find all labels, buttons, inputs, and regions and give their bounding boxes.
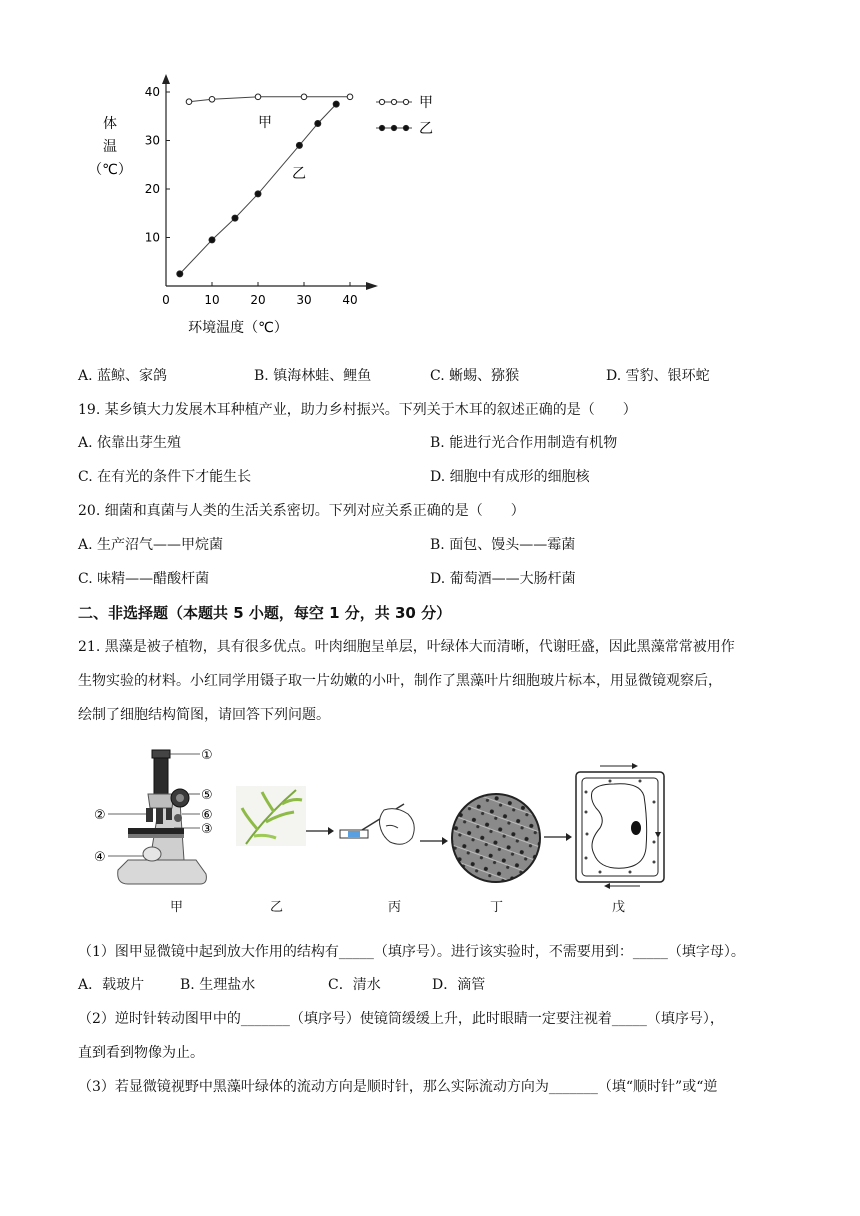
- q19-option-d: D. 细胞中有成形的细胞核: [430, 469, 590, 485]
- data-point: [255, 94, 261, 100]
- legend-marker: [403, 125, 408, 130]
- data-point: [255, 191, 261, 197]
- label-2: ②: [94, 808, 106, 823]
- legend-marker: [403, 99, 408, 104]
- label-6: ⑥: [201, 808, 213, 823]
- q18-option-c: C. 蜥蜴、猕猴: [430, 368, 520, 384]
- label-5: ⑤: [201, 788, 213, 803]
- x-axis-arrow: [366, 282, 378, 290]
- arrow-icon: [420, 836, 448, 846]
- q18-option-d: D. 雪豹、银环蛇: [606, 368, 710, 384]
- x-axis-label: 环境温度（℃）: [188, 320, 288, 336]
- slide-preparation-figure: [334, 796, 424, 852]
- cell-structure-diagram: [570, 762, 670, 890]
- y-axis-label-part: 温: [103, 139, 117, 155]
- microscope-figure: [88, 742, 228, 892]
- data-point: [347, 94, 353, 100]
- q20-option-d: D. 葡萄酒——大肠杆菌: [430, 571, 576, 587]
- section-2-title: 二、非选择题（本题共 5 小题，每空 1 分，共 30 分）: [78, 604, 452, 622]
- figure-label-bing: 丙: [388, 900, 402, 915]
- q19-option-a: A. 依靠出芽生殖: [78, 435, 182, 451]
- x-tick-label: 0: [162, 293, 170, 307]
- y-axis-label-part: （℃）: [88, 162, 132, 178]
- arrow-icon: [544, 832, 572, 842]
- q20-option-b: B. 面包、馒头——霉菌: [430, 537, 576, 553]
- q20-option-c: C. 味精——醋酸杆菌: [78, 571, 210, 587]
- x-tick-label: 40: [342, 293, 358, 307]
- series-annotation-jia: 甲: [258, 115, 272, 131]
- q21-sub2-line1: （2）逆时针转动图甲中的_______（填序号）使镜筒缓缓上升，此时眼睛一定要注视着_____（填序号），: [78, 1011, 724, 1027]
- q21-sub2-line2: 直到看到物像为止。: [78, 1045, 204, 1061]
- legend-marker: [379, 125, 384, 130]
- hydrilla-plant-photo: [236, 786, 306, 846]
- figure-label-ding: 丁: [490, 900, 504, 915]
- x-tick-label: 20: [250, 293, 266, 307]
- data-point: [186, 99, 192, 105]
- q21-sub1-option-c: C．清水: [328, 977, 381, 993]
- q20-stem: 20. 细菌和真菌与人类的生活关系密切。下列对应关系正确的是（ ）: [78, 503, 525, 519]
- data-point: [296, 142, 302, 148]
- q21-line-2: 生物实验的材料。小红同学用镊子取一片幼嫩的小叶，制作了黑藻叶片细胞玻片标本，用显微镜观察后，: [78, 673, 722, 689]
- figure-label-yi: 乙: [270, 900, 284, 915]
- y-tick-label: 20: [144, 182, 160, 196]
- q18-option-b: B. 镇海林蛙、鲤鱼: [254, 368, 372, 384]
- y-axis-label-part: 体: [103, 116, 117, 132]
- label-3: ③: [201, 822, 213, 837]
- legend-label: 甲: [419, 95, 433, 111]
- arrow-icon: [306, 826, 334, 836]
- q20-option-a: A. 生产沼气——甲烷菌: [78, 537, 224, 553]
- legend-marker: [379, 99, 384, 104]
- q21-line-1: 21. 黑藻是被子植物，具有很多优点。叶肉细胞呈单层，叶绿体大而清晰，代谢旺盛，因此黑藻常常被用作: [78, 639, 735, 655]
- label-1: ①: [201, 748, 213, 763]
- data-point: [315, 121, 321, 127]
- q19-stem: 19. 某乡镇大力发展木耳种植产业，助力乡村振兴。下列关于木耳的叙述正确的是（ ）: [78, 402, 637, 418]
- q21-sub1-option-a: A．载玻片: [78, 977, 145, 993]
- data-point: [232, 215, 238, 221]
- body-temperature-chart: [70, 70, 450, 350]
- data-point: [209, 237, 215, 243]
- figure-label-jia: 甲: [170, 900, 184, 915]
- data-point: [209, 96, 215, 102]
- q21-line-3: 绘制了细胞结构简图，请回答下列问题。: [78, 707, 330, 723]
- q21-sub1: （1）图甲显微镜中起到放大作用的结构有_____（填序号）。进行该实验时，不需要用到：_____（填字母）。: [78, 944, 745, 960]
- q19-option-c: C. 在有光的条件下才能生长: [78, 469, 252, 485]
- q21-sub3: （3）若显微镜视野中黑藻叶绿体的流动方向是顺时针，那么实际流动方向为_______（填“顺时针”或“逆: [78, 1079, 718, 1095]
- y-tick-label: 10: [144, 230, 160, 245]
- x-tick-label: 10: [204, 293, 220, 307]
- q21-sub1-option-d: D．滴管: [432, 977, 486, 993]
- microscope-view-circle: [450, 792, 542, 884]
- q18-option-a: A. 蓝鲸、家鸽: [78, 368, 168, 384]
- y-tick-label: 40: [144, 85, 160, 99]
- q19-option-b: B. 能进行光合作用制造有机物: [430, 435, 618, 451]
- q21-sub1-option-b: B. 生理盐水: [180, 977, 256, 993]
- y-tick-label: 30: [144, 133, 160, 148]
- series-annotation-yi: 乙: [292, 166, 306, 182]
- figure-label-wu: 戊: [612, 900, 626, 915]
- data-point: [301, 94, 307, 100]
- x-tick-label: 30: [296, 293, 312, 307]
- data-point: [333, 101, 339, 107]
- y-axis-arrow: [162, 74, 170, 84]
- label-4: ④: [94, 850, 106, 865]
- legend-marker: [391, 99, 396, 104]
- legend-marker: [391, 125, 396, 130]
- data-point: [177, 271, 183, 277]
- legend-label: 乙: [419, 121, 433, 137]
